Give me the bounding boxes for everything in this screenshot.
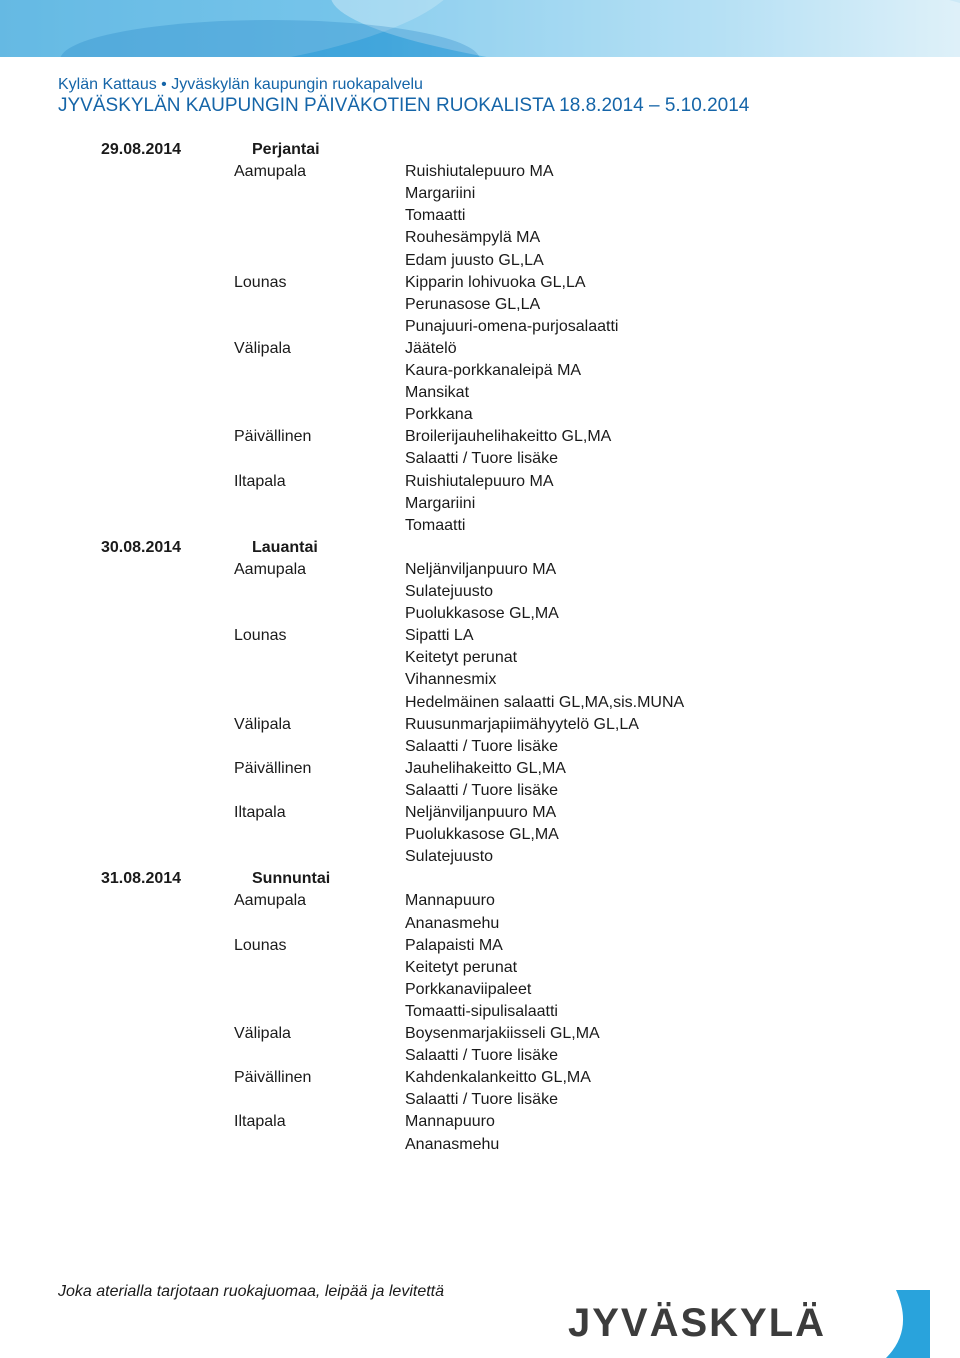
logo-text: JYVÄSKYLÄ — [568, 1301, 827, 1345]
menu-item: Perunasose GL,LA — [405, 295, 541, 313]
meal-name: Päivällinen — [234, 1069, 312, 1087]
menu-item: Tomaatti — [405, 516, 466, 534]
menu-item: Palapaisti MA — [405, 936, 503, 954]
menu-item: Kaura-porkkanaleipä MA — [405, 362, 582, 379]
meal-name: Iltapala — [234, 1113, 286, 1131]
menu-item: Keitetyt perunat — [405, 649, 518, 667]
menu-item: Rouhesämpylä MA — [405, 229, 541, 247]
meal-name: Välipala — [234, 715, 291, 733]
day-date: 30.08.2014 — [101, 538, 182, 556]
menu-item: Kahdenkalankeitto GL,MA — [405, 1069, 591, 1087]
menu-item: Sulatejuusto — [405, 583, 494, 600]
day-weekday: Perjantai — [252, 141, 320, 158]
menu-item: Margariini — [405, 494, 476, 512]
menu-item: Sulatejuusto — [405, 848, 494, 866]
menu-item: Tomaatti-sipulisalaatti — [405, 1002, 558, 1020]
menu-item: Sipatti LA — [405, 627, 474, 645]
menu-item: Porkkana — [405, 406, 473, 424]
menu-item: Broilerijauhelihakeitto GL,MA — [405, 428, 612, 446]
menu-item: Ruusunmarjapiimähyytelö GL,LA — [405, 715, 639, 733]
menu-item: Neljänviljanpuuro MA — [405, 560, 557, 578]
menu-item: Mannapuuro — [405, 1113, 495, 1131]
menu-item: Tomaatti — [405, 207, 466, 225]
meal-name: Iltapala — [234, 804, 286, 821]
meal-name: Lounas — [234, 936, 287, 954]
menu-item: Ruishiutalepuuro MA — [405, 472, 554, 490]
day-weekday: Lauantai — [252, 538, 318, 556]
menu-item: Kipparin lohivuoka GL,LA — [405, 273, 586, 291]
day-date: 31.08.2014 — [101, 870, 182, 888]
meal-name: Päivällinen — [234, 759, 312, 777]
header-banner — [0, 0, 960, 57]
menu-item: Ananasmehu — [405, 914, 500, 932]
menu-item: Boysenmarjakiisseli GL,MA — [405, 1025, 600, 1042]
menu-item: Puolukkasose GL,MA — [405, 826, 559, 844]
menu-item: Mansikat — [405, 384, 470, 402]
meal-name: Välipala — [234, 1025, 291, 1042]
meal-name: Aamupala — [234, 892, 307, 910]
jyvaskyla-logo — [566, 1290, 930, 1358]
menu-item: Keitetyt perunat — [405, 958, 518, 976]
menu-item: Puolukkasose GL,MA — [405, 605, 559, 623]
menu-item: Salaatti / Tuore lisäke — [405, 737, 558, 755]
meal-name: Iltapala — [234, 472, 286, 490]
meal-name: Lounas — [234, 627, 287, 645]
meal-name: Päivällinen — [234, 428, 312, 446]
menu-item: Hedelmäinen salaatti GL,MA,sis.MUNA — [405, 693, 685, 711]
day-weekday: Sunnuntai — [252, 870, 331, 888]
menu-item: Jauhelihakeitto GL,MA — [405, 759, 566, 777]
meal-name: Aamupala — [234, 560, 307, 578]
page-title: JYVÄSKYLÄN KAUPUNGIN PÄIVÄKOTIEN RUOKALISTA 18.8.2014 – 5.10.2014 — [58, 95, 750, 116]
footer-note: Joka aterialla tarjotaan ruokajuomaa, leipää ja levitettä — [58, 1283, 445, 1300]
menu-item: Porkkanaviipaleet — [405, 980, 532, 998]
meal-name: Välipala — [234, 339, 291, 357]
menu-item: Salaatti / Tuore lisäke — [405, 1047, 558, 1065]
menu-item: Margariini — [405, 185, 476, 203]
menu-item: Ruishiutalepuuro MA — [405, 163, 554, 181]
menu-item: Mannapuuro — [405, 892, 495, 910]
menu-item: Salaatti / Tuore lisäke — [405, 450, 558, 468]
menu-item: Edam juusto GL,LA — [405, 251, 544, 269]
meal-name: Aamupala — [234, 163, 307, 181]
menu-item: Neljänviljanpuuro MA — [405, 804, 557, 821]
menu-item: Vihannesmix — [405, 671, 497, 689]
meal-name: Lounas — [234, 273, 287, 291]
menu-item: Salaatti / Tuore lisäke — [405, 1091, 558, 1109]
menu-item: Ananasmehu — [405, 1135, 500, 1153]
menu-item: Punajuuri-omena-purjosalaatti — [405, 317, 619, 335]
logo-accent-shape — [886, 1290, 930, 1358]
organization-line: Kylän Kattaus • Jyväskylän kaupungin ruokapalvelu — [58, 76, 423, 93]
menu-item: Salaatti / Tuore lisäke — [405, 781, 558, 799]
day-date: 29.08.2014 — [101, 141, 182, 158]
menu-item: Jäätelö — [405, 339, 457, 357]
